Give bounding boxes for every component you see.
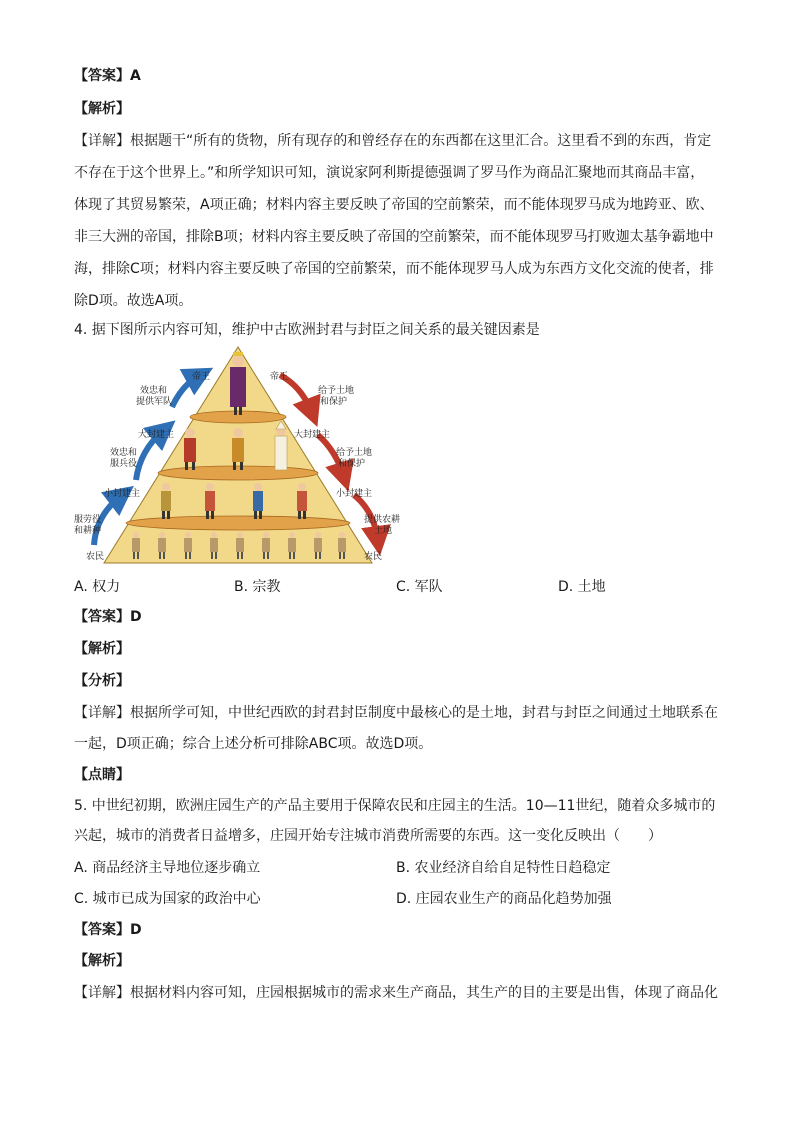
label-emperor-right: 帝王	[270, 372, 289, 382]
q4-answer: 【答案】D	[74, 609, 142, 625]
q4-option-d[interactable]: D. 土地	[558, 579, 606, 595]
label-loyalty-service: 效忠和	[110, 448, 138, 458]
q4-fenxi-label: 【分析】	[74, 673, 130, 689]
q4-option-a[interactable]: A. 权力	[74, 579, 121, 595]
label-grant-land-2: 和保护	[338, 459, 366, 469]
q3-detail-line: 海，排除C项；材料内容主要反映了帝国的空前繁荣，而不能体现罗马人成为东西方文化交流的使者，排	[74, 261, 714, 277]
q5-option-c[interactable]: C. 城市已成为国家的政治中心	[74, 891, 261, 907]
q4-stem: 4. 据下图所示内容可知，维护中古欧洲封君与封臣之间关系的最关键因素是	[74, 322, 540, 338]
label-lesser-lord-right: 小封建主	[336, 489, 373, 499]
label-loyalty-army: 效忠和	[140, 386, 168, 396]
label-provide-land: 提供农耕	[364, 515, 401, 525]
label-peasant-right: 农民	[364, 552, 383, 562]
q5-stem-line: 5. 中世纪初期，欧洲庄园生产的产品主要用于保障农民和庄园主的生活。10—11世纪，随着众多城市的	[74, 798, 716, 814]
q3-detail-line: 【详解】根据题干“所有的货物，所有现存的和曾经存在的东西都在这里汇合。这里看不到的东西，肯定	[74, 133, 712, 149]
q3-answer: 【答案】A	[74, 68, 141, 84]
king-figure	[230, 352, 246, 415]
q3-detail-line: 不存在于这个世界上。”和所学知识可知，演说家阿利斯提德强调了罗马作为商品汇聚地而其商品丰富，	[74, 165, 705, 181]
q3-detail-line: 除D项。故选A项。	[74, 293, 193, 309]
label-grant-land: 给予土地	[318, 386, 355, 396]
q5-stem-line: 兴起，城市的消费者日益增多，庄园开始专注城市消费所需要的东西。这一变化反映出（ ）	[74, 828, 662, 844]
label-emperor-left: 帝王	[192, 372, 211, 382]
label-labor-farming: 和耕种	[74, 526, 102, 536]
label-grant-land-2: 给予土地	[336, 448, 373, 458]
label-great-lord-left: 大封建主	[138, 430, 175, 440]
q4-detail-line: 一起，D项正确；综合上述分析可排除ABC项。故选D项。	[74, 736, 433, 752]
q5-option-b[interactable]: B. 农业经济自给自足特性日趋稳定	[396, 860, 611, 876]
q4-option-c[interactable]: C. 军队	[396, 579, 443, 595]
label-labor-farming: 服劳役	[74, 515, 102, 525]
q3-detail-line: 非三大洲的帝国，排除B项；材料内容主要反映了帝国的空前繁荣，而不能体现罗马打败迦太基争霸地中	[74, 229, 714, 245]
q4-option-b[interactable]: B. 宗教	[234, 579, 281, 595]
q5-analysis-label: 【解析】	[74, 953, 130, 969]
q5-detail-line: 【详解】根据材料内容可知，庄园根据城市的需求来生产商品，其生产的目的主要是出售，体现了商品化	[74, 985, 718, 1001]
feudal-pyramid-figure	[74, 345, 414, 567]
q5-answer: 【答案】D	[74, 922, 142, 938]
q4-detail-line: 【详解】根据所学可知，中世纪西欧的封君封臣制度中最核心的是土地，封君与封臣之间通过土地联系在	[74, 705, 718, 721]
q4-dianjing-label: 【点睛】	[74, 767, 130, 783]
label-provide-land: 土地	[374, 526, 393, 536]
label-loyalty-service: 服兵役	[110, 459, 138, 469]
label-great-lord-right: 大封建主	[294, 430, 331, 440]
label-lesser-lord-left: 小封建主	[104, 489, 141, 499]
q5-option-a[interactable]: A. 商品经济主导地位逐步确立	[74, 860, 261, 876]
label-peasant-left: 农民	[86, 552, 105, 562]
q3-analysis-label: 【解析】	[74, 101, 130, 117]
label-grant-land: 和保护	[320, 397, 348, 407]
q5-option-d[interactable]: D. 庄园农业生产的商品化趋势加强	[396, 891, 612, 907]
label-loyalty-army: 提供军队	[136, 397, 173, 407]
q3-detail-line: 体现了其贸易繁荣，A项正确；材料内容主要反映了帝国的空前繁荣，而不能体现罗马成为地跨亚、欧、	[74, 197, 714, 213]
q4-analysis-label: 【解析】	[74, 641, 130, 657]
